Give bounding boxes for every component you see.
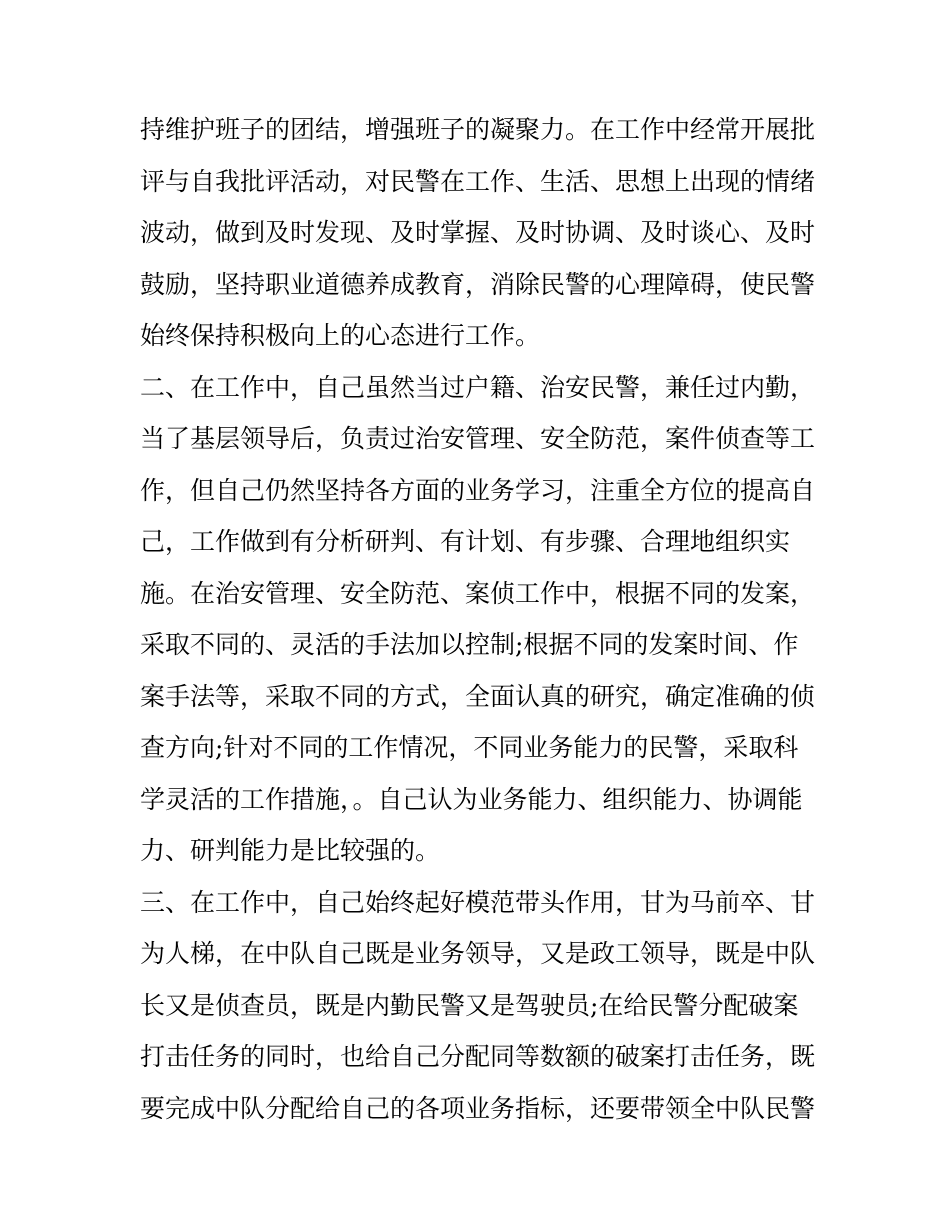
text-line: 二、在工作中，自己虽然当过户籍、治安民警，兼任过内勤， — [140, 372, 816, 402]
text-line: 案手法等，采取不同的方式，全面认真的研究，确定准确的侦 — [140, 681, 816, 711]
text-line: 长又是侦查员，既是内勤民警又是驾驶员;在给民警分配破案 — [140, 990, 799, 1020]
text-line: 学灵活的工作措施，。自己认为业务能力、组织能力、协调能 — [140, 784, 803, 814]
text-line: 当了基层领导后，负责过治安管理、安全防范，案件侦查等工 — [140, 424, 816, 453]
text-line: 评与自我批评活动，对民警在工作、生活、思想上出现的情绪 — [140, 166, 816, 196]
body-text — [140, 104, 820, 1134]
text-line: 打击任务的同时，也给自己分配同等数额的破案打击任务，既 — [140, 1042, 816, 1071]
text-line: 为人梯，在中队自己既是业务领导，又是政工领导，既是中队 — [140, 939, 816, 968]
text-line: 作，但自己仍然坚持各方面的业务学习，注重全方位的提高自 — [140, 475, 816, 505]
text-line: 力、研判能力是比较强的。 — [140, 836, 441, 865]
text-line: 持维护班子的团结，增强班子的凝聚力。在工作中经常开展批 — [140, 115, 816, 144]
text-line: 波动，做到及时发现、及时掌握、及时协调、及时谈心、及时 — [140, 218, 816, 247]
text-line: 三、在工作中，自己始终起好模范带头作用，甘为马前卒、甘 — [140, 887, 816, 917]
text-line: 始终保持积极向上的心态进行工作。 — [140, 321, 541, 350]
text-line: 鼓励，坚持职业道德养成教育，消除民警的心理障碍，使民警 — [140, 269, 816, 299]
text-line: 查方向;针对不同的工作情况，不同业务能力的民警，采取科 — [140, 733, 799, 762]
text-line: 己，工作做到有分析研判、有计划、有步骤、合理地组织实 — [140, 527, 791, 556]
text-line: 采取不同的、灵活的手法加以控制;根据不同的发案时间、作 — [140, 630, 799, 659]
text-line: 要完成中队分配给自己的各项业务指标，还要带领全中队民警 — [140, 1093, 816, 1123]
text-line: 施。在治安管理、安全防范、案侦工作中，根据不同的发案， — [140, 578, 816, 608]
